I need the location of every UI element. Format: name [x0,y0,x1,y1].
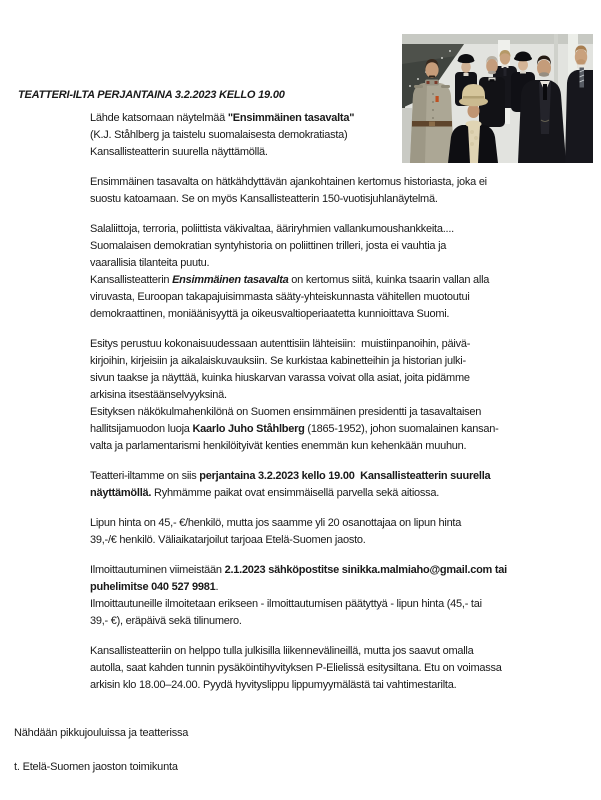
text-run: kirjoihin, kirjeisiin ja aikalaiskuvauksiin. Se kurkistaa kabinetteihin ja historian julki- [90,355,466,367]
text-run: (1865-1952), johon suomalainen kansan- [304,423,499,435]
text-run: . [215,581,219,593]
text-run: viruvasta, Euroopan takapajuisimmasta sääty-yhteiskunnasta vähitellen muotoutui [90,291,470,303]
text-run: (K.J. Ståhlberg ja taistelu suomalaisesta demokratiasta) [90,129,348,141]
text-run: demokraattinen, moniäänisyyttä ja oikeusvaltioperiaatetta kunnioittava Suomi. [90,308,450,320]
text-run: Kaarlo Juho Ståhlberg [192,423,305,435]
text-run: Suomalaisen demokratian syntyhistoria on poliittinen trilleri, josta ei vauhtia ja [90,240,447,252]
paragraph [90,110,600,161]
event-title: TEATTERI-ILTA PERJANTAINA 3.2.2023 KELLO 19.00 [18,89,285,101]
text-run: Salaliittoja, terroria, poliittista väkivaltaa, ääriryhmien vallankumoushankkeita.... [90,223,454,235]
paragraph [90,221,600,323]
text-run: suostu katoamaan. Se on myös Kansallisteatterin 150-vuotisjuhlanäytelmä. [90,193,438,205]
text-run: vaarallisia tilanteita puutu. [90,257,210,269]
text-run: Lipun hinta on 45,- €/henkilö, mutta jos saamme yli 20 osanottajaa on lipun hinta [90,517,462,529]
paragraph [90,515,600,549]
text-run: Ensimmäinen tasavalta on hätkähdyttävän ajankohtainen kertomus historiasta, joka ei [90,176,487,188]
paragraph [90,468,600,502]
text-run: Lähde katsomaan näytelmää [90,112,228,124]
signoff-signature: t. Etelä-Suomen jaoston toimikunta [14,761,178,773]
text-run: Ilmoittautuneille ilmoitetaan erikseen - ilmoittautumisen päätyttyä - lipun hinta (45,- tai [90,598,482,610]
body-text [90,110,600,707]
text-run: hallitsijamuodon luoja [90,423,193,435]
paragraph [90,643,600,694]
text-run: Teatteri-iltamme on siis [90,470,200,482]
text-run: perjantaina 3.2.2023 kello 19.00 Kansallisteatterin suurella [199,470,491,482]
text-run: Kansallisteatteriin on helppo tulla julkisilla liikennevälineillä, mutta jos saavut omalla [90,645,474,657]
text-run: 2.1.2023 sähköpostitse sinikka.malmiaho@gmail.com tai [224,564,507,576]
signoff-greeting: Nähdään pikkujouluissa ja teatterissa [14,727,189,739]
paragraph [90,336,600,455]
text-run: Ilmoittautuminen viimeistään [90,564,225,576]
text-run: sivun taakse ja näyttää, kuinka hiuskarvan varassa voivat olla asiat, joita pidämme [90,372,470,384]
paragraph [90,562,600,630]
text-run: autolla, saat kahden tunnin pysäköintihyvityksen P-Elielissä esitysiltana. Etu on voimassa [90,662,502,674]
text-run: arkisina itsestäänselvyyksinä. [90,389,227,401]
paragraph [90,174,600,208]
text-run: on kertomus siitä, kuinka tsaarin vallan alla [288,274,490,286]
text-run: valta ja parlamentarismi henkilöityivät kenties enemmän kun kehenkään muuhun. [90,440,467,452]
text-run: Esityksen näkökulmahenkilönä on Suomen ensimmäinen presidentti ja tasavaltaisen [90,406,482,418]
text-run: Kansallisteatterin [90,274,173,286]
text-run: Esitys perustuu kokonaisuudessaan autenttisiin lähteisiin: muistiinpanoihin, päivä- [90,338,471,350]
text-run: Ensimmäinen tasavalta [172,274,289,286]
text-run: "Ensimmäinen tasavalta" [227,112,355,124]
text-run: puhelimitse 040 527 9981 [90,581,216,593]
text-run: Kansallisteatterin suurella näyttämöllä. [90,146,268,158]
text-run: 39,- €), eräpäivä sekä tilinumero. [90,615,242,627]
text-run: Ryhmämme paikat ovat ensimmäisellä parvella sekä aitiossa. [151,487,440,499]
text-run: arkisin klo 18.00–24.00. Pyydä hyvityslippu lippumyymälästä tai vahtimestarilta. [90,679,457,691]
text-run: 39,-/€ henkilö. Väliaikatarjoilut tarjoaa Etelä-Suomen jaosto. [90,534,366,546]
text-run: näyttämöllä. [90,487,152,499]
